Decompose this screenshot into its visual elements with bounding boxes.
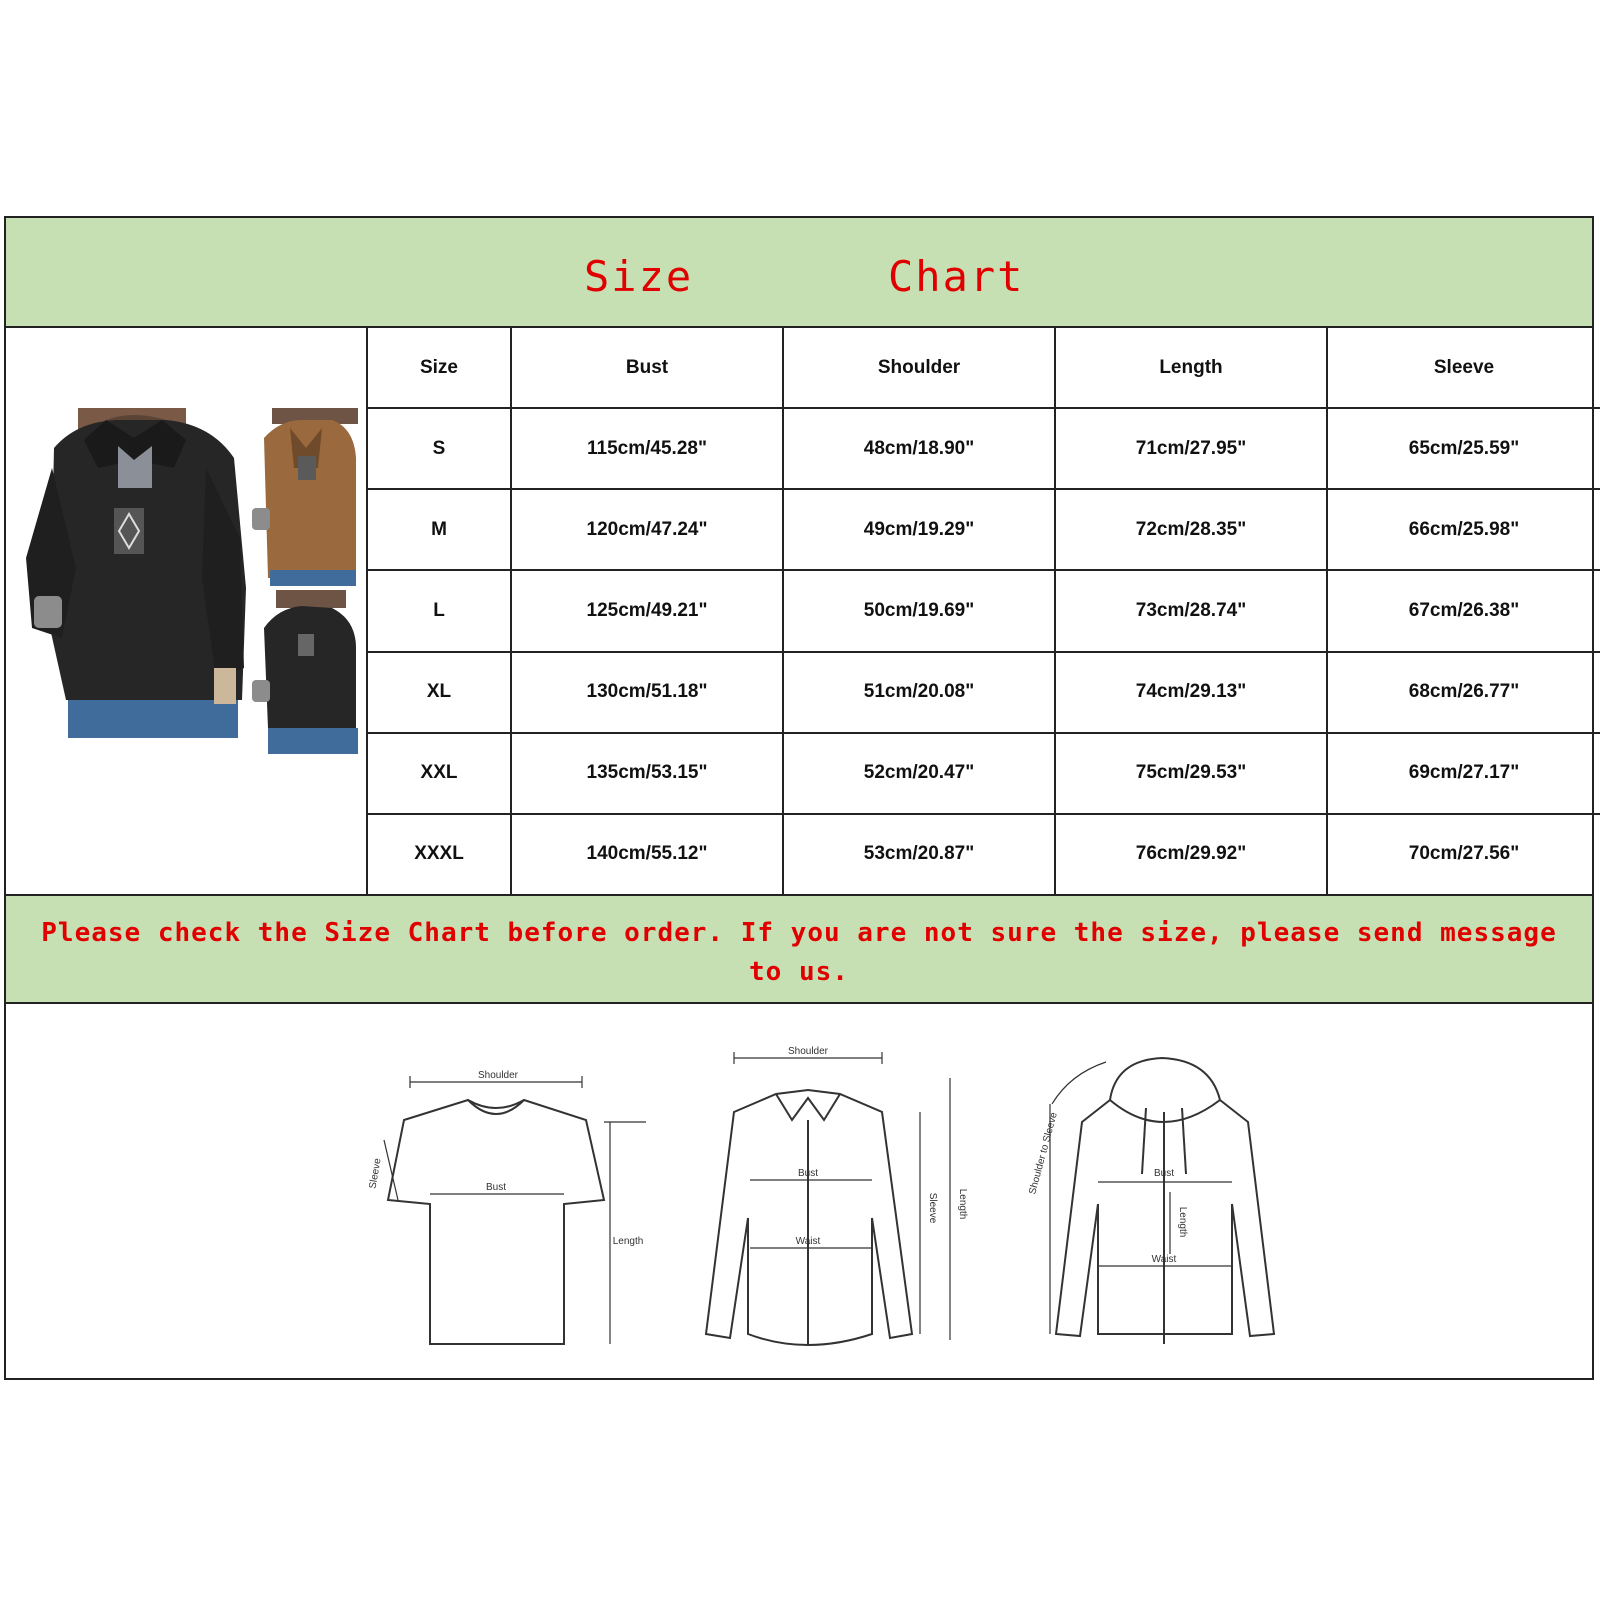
cell-bust: 115cm/45.28" bbox=[511, 408, 783, 489]
model-photo-main bbox=[26, 408, 246, 738]
cell-shoulder: 50cm/19.69" bbox=[783, 570, 1055, 651]
cell-size: S bbox=[368, 408, 511, 489]
hoodie-waist-label: Waist bbox=[1151, 1254, 1177, 1265]
cell-sleeve: 68cm/26.77" bbox=[1327, 652, 1600, 733]
cell-shoulder: 53cm/20.87" bbox=[783, 814, 1055, 894]
cell-length: 72cm/28.35" bbox=[1055, 489, 1327, 570]
cell-length: 73cm/28.74" bbox=[1055, 570, 1327, 651]
table-row bbox=[368, 408, 1600, 489]
cell-shoulder: 48cm/18.90" bbox=[783, 408, 1055, 489]
shirt-shoulder-label: Shoulder bbox=[787, 1046, 829, 1057]
table-row bbox=[368, 652, 1600, 733]
cell-length: 76cm/29.92" bbox=[1055, 814, 1327, 894]
cell-size: XXL bbox=[368, 733, 511, 814]
cell-sleeve: 65cm/25.59" bbox=[1327, 408, 1600, 489]
tshirt-length-label: Length bbox=[612, 1236, 644, 1247]
cell-bust: 130cm/51.18" bbox=[511, 652, 783, 733]
tshirt-shoulder-label: Shoulder bbox=[477, 1070, 519, 1081]
size-table bbox=[368, 328, 1600, 894]
table-row bbox=[368, 814, 1600, 894]
hoodie-length-label: Length bbox=[1177, 1206, 1188, 1238]
table-row bbox=[368, 570, 1600, 651]
tshirt-diagram bbox=[367, 1070, 646, 1344]
cell-shoulder: 49cm/19.29" bbox=[783, 489, 1055, 570]
cell-bust: 140cm/55.12" bbox=[511, 814, 783, 894]
size-chart-sheet bbox=[4, 216, 1594, 1380]
cell-sleeve: 66cm/25.98" bbox=[1327, 489, 1600, 570]
shirt-bust-label: Bust bbox=[797, 1168, 819, 1179]
model-photo-black bbox=[252, 590, 358, 754]
model-photo-brown bbox=[252, 408, 358, 586]
header-length: Length bbox=[1055, 328, 1327, 408]
cell-length: 71cm/27.95" bbox=[1055, 408, 1327, 489]
cell-size: XL bbox=[368, 652, 511, 733]
shirt-waist-label: Waist bbox=[795, 1236, 821, 1247]
notice-text: Please check the Size Chart before order. If you are not sure the size, please send message to us. bbox=[41, 918, 1557, 987]
notice-band bbox=[6, 894, 1592, 1004]
cell-length: 74cm/29.13" bbox=[1055, 652, 1327, 733]
tshirt-sleeve-label: Sleeve bbox=[367, 1157, 384, 1190]
cell-size: M bbox=[368, 489, 511, 570]
cell-size: XXXL bbox=[368, 814, 511, 894]
title-chart-word: Chart bbox=[888, 252, 1025, 301]
header-bust: Bust bbox=[511, 328, 783, 408]
header-shoulder: Shoulder bbox=[783, 328, 1055, 408]
table-row bbox=[368, 733, 1600, 814]
title-band bbox=[6, 218, 1592, 328]
hoodie-bust-label: Bust bbox=[1153, 1168, 1175, 1179]
cell-sleeve: 67cm/26.38" bbox=[1327, 570, 1600, 651]
tshirt-bust-label: Bust bbox=[485, 1182, 507, 1193]
cell-sleeve: 69cm/27.17" bbox=[1327, 733, 1600, 814]
product-photo bbox=[6, 328, 366, 894]
table-row bbox=[368, 489, 1600, 570]
cell-bust: 135cm/53.15" bbox=[511, 733, 783, 814]
hoodie-shoulder-to-sleeve-label: Shoulder to Sleeve bbox=[1027, 1111, 1060, 1196]
title-size-word: Size bbox=[584, 252, 694, 301]
header-size: Size bbox=[368, 328, 511, 408]
product-photo-cell bbox=[6, 328, 368, 894]
header-sleeve: Sleeve bbox=[1327, 328, 1600, 408]
cell-bust: 120cm/47.24" bbox=[511, 489, 783, 570]
shirt-sleeve-label: Sleeve bbox=[927, 1192, 938, 1224]
measurement-diagrams bbox=[6, 1004, 1592, 1380]
shirt-diagram bbox=[706, 1046, 968, 1345]
cell-bust: 125cm/49.21" bbox=[511, 570, 783, 651]
table-header-row bbox=[368, 328, 1600, 408]
cell-sleeve: 70cm/27.56" bbox=[1327, 814, 1600, 894]
cell-shoulder: 52cm/20.47" bbox=[783, 733, 1055, 814]
cell-size: L bbox=[368, 570, 511, 651]
cell-shoulder: 51cm/20.08" bbox=[783, 652, 1055, 733]
hoodie-diagram bbox=[1027, 1058, 1274, 1344]
cell-length: 75cm/29.53" bbox=[1055, 733, 1327, 814]
shirt-length-label: Length bbox=[957, 1188, 968, 1220]
